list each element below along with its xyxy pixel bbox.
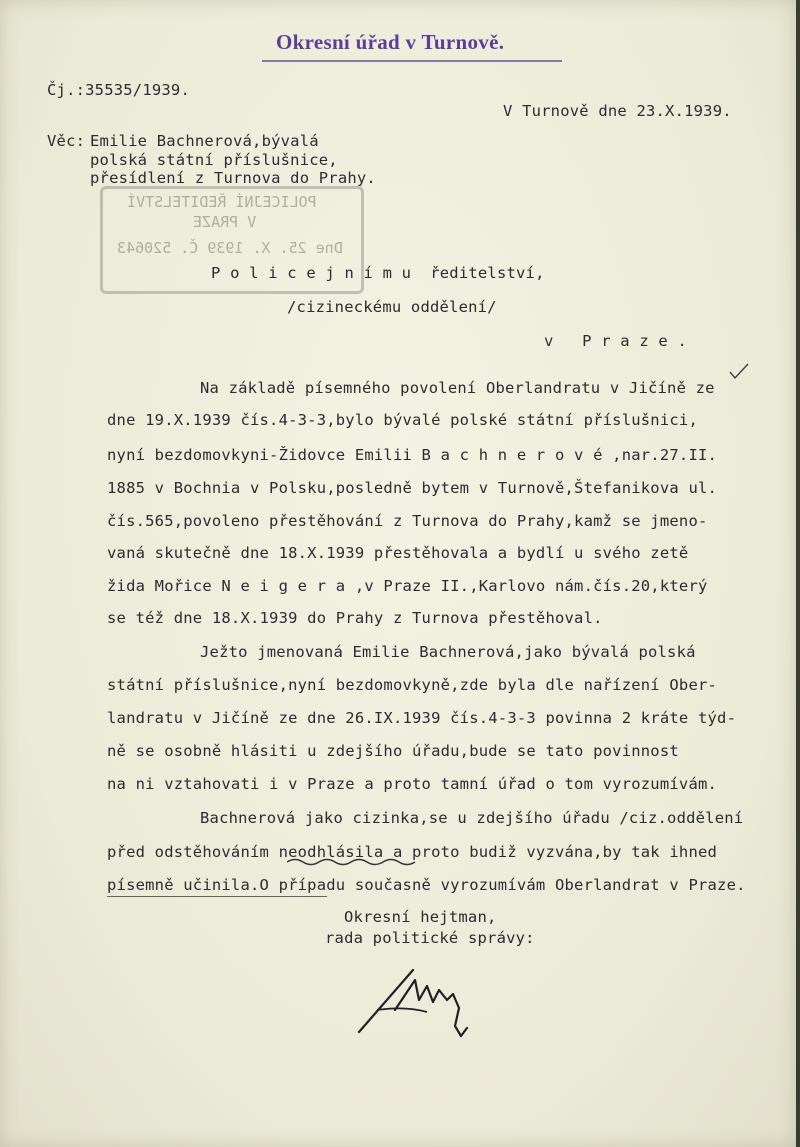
- body-line: se též dne 18.X.1939 do Prahy z Turnova přestěhoval.: [107, 609, 603, 627]
- body-line: státní příslušnice,nyní bezdomovkyně,zde byla dle nařízení Ober-: [107, 676, 718, 694]
- check-mark-icon: [728, 362, 752, 382]
- letterhead-title: Okresní úřad v Turnově.: [276, 30, 505, 54]
- subject-line: polská státní příslušnice,: [90, 151, 338, 169]
- handwritten-underline: [287, 857, 417, 867]
- body-line: landratu v Jičíně ze dne 26.IX.1939 čís.4-3-3 povinna 2 kráte týd-: [107, 709, 737, 727]
- body-line: dne 19.X.1939 čís.4-3-3,bylo bývalé polské státní příslušnici,: [107, 411, 698, 429]
- body-line: Bachnerová jako cizinka,se u zdejšího úřadu /ciz.oddělení: [200, 809, 744, 827]
- letterhead-underline: [262, 60, 562, 62]
- subject-line: přesídlení z Turnova do Prahy.: [90, 169, 376, 187]
- body-line: Na základě písemného povolení Oberlandratu v Jičíně ze: [200, 379, 715, 397]
- body-line: na ni vztahovati i v Praze a proto tamní úřad o tom vyrozumívám.: [107, 775, 718, 793]
- addressee-line: /cizineckému oddělení/: [287, 298, 497, 316]
- pencil-underline: [107, 896, 327, 897]
- body-line: žida Mořice N e i g e r a ,v Praze II.,Karlovo nám.čís.20,který: [107, 577, 708, 595]
- place-and-date: V Turnově dne 23.X.1939.: [503, 102, 732, 120]
- subject-line: Emilie Bachnerová,bývalá: [90, 132, 319, 150]
- body-line: vaná skutečně dne 18.X.1939 přestěhovala a bydlí u svého zetě: [107, 544, 689, 562]
- stamp-line: V PRAZE: [193, 213, 257, 231]
- closing-line: Okresní hejtman,: [344, 908, 497, 926]
- body-line: ně se osobně hlásiti u zdejšího úřadu,bude se tato povinnost: [107, 742, 679, 760]
- stamp-line: POLICEJNÍ ŘEDITELSTVÍ: [127, 193, 317, 211]
- stamp-line: Dne 25. X. 1939 Č. 520643: [117, 239, 343, 257]
- body-line: čís.565,povoleno přestěhování z Turnova do Prahy,kamž se jmeno-: [107, 512, 708, 530]
- body-line: 1885 v Bochnia v Polsku,posledně bytem v Turnově,Štefanikova ul.: [107, 479, 718, 497]
- body-line: před odstěhováním neodhlásila a proto budiž vyzvána,by tak ihned: [107, 843, 718, 861]
- body-line: Ježto jmenovaná Emilie Bachnerová,jako bývalá polská: [200, 643, 696, 661]
- reference-number: Čj.:35535/1939.: [47, 81, 190, 99]
- addressee-line: P o l i c e j n í m u ředitelství,: [211, 264, 545, 282]
- body-line: písemně učinila.O případu současně vyrozumívám Oberlandrat v Praze.: [107, 876, 746, 894]
- subject-label: Věc:: [47, 132, 86, 150]
- addressee-line: v P r a z e .: [544, 332, 687, 350]
- closing-line: rada politické správy:: [325, 929, 535, 947]
- page-edge: [796, 0, 800, 1147]
- body-line: nyní bezdomovkyni-Židovce Emilii B a c h n e r o v é ,nar.27.II.: [107, 446, 718, 464]
- handwritten-signature: [355, 950, 475, 1040]
